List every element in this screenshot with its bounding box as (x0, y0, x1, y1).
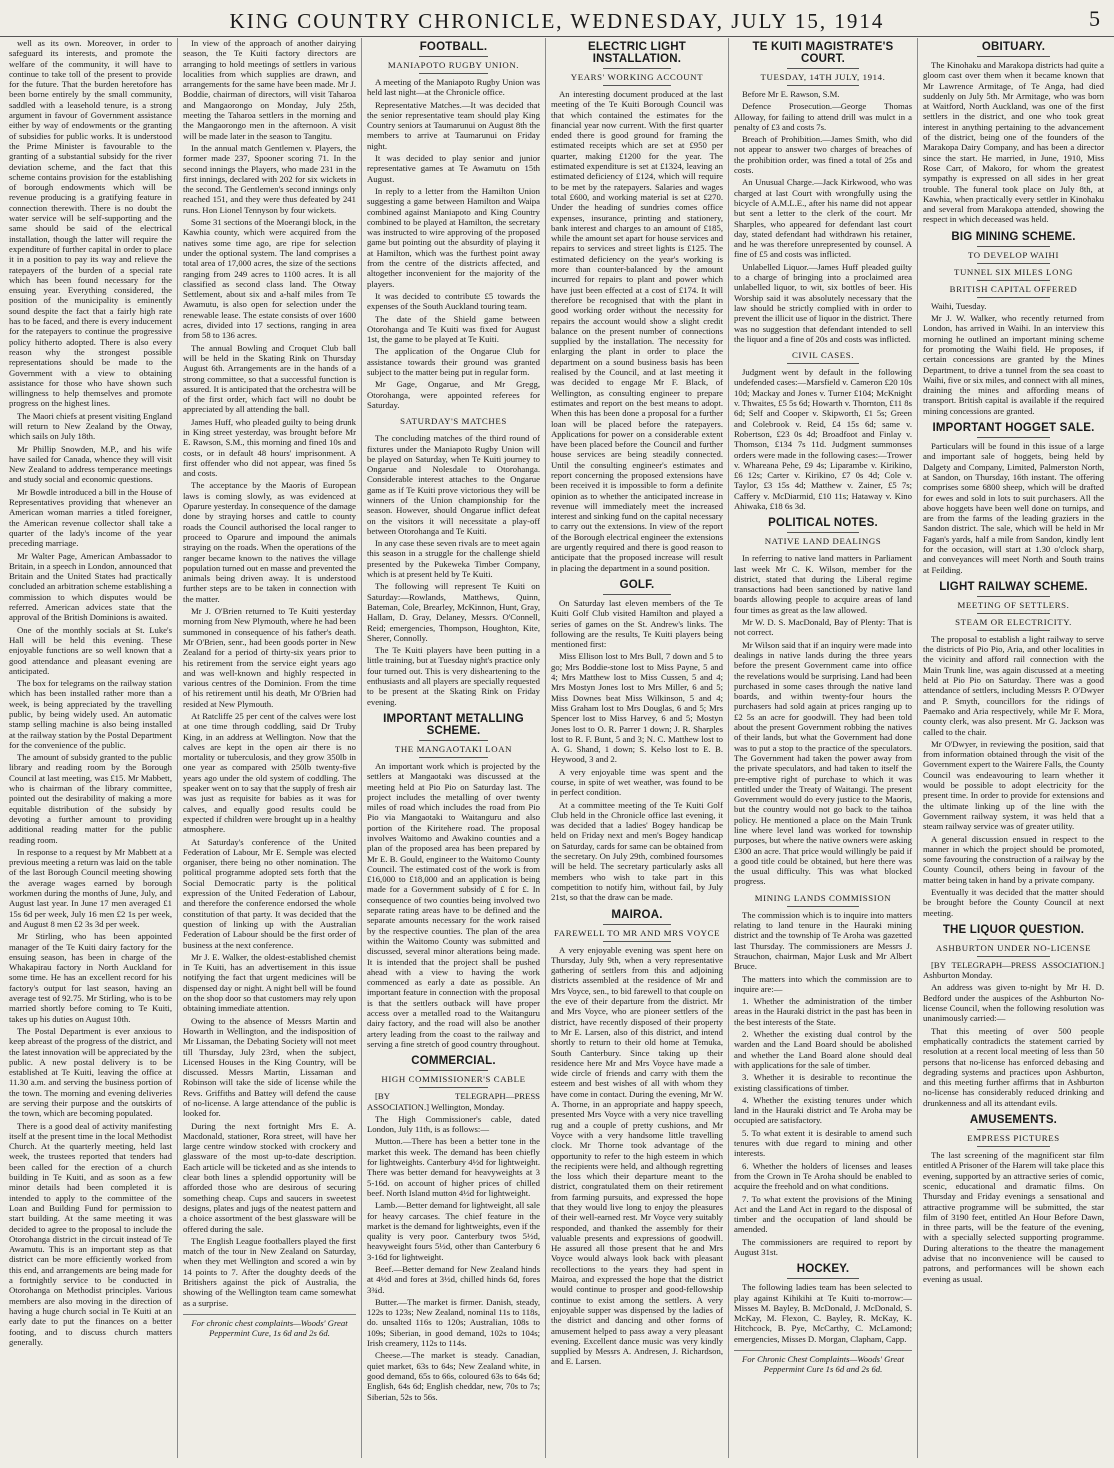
divider (977, 1146, 1049, 1147)
article (923, 41, 1104, 225)
article-paragraph: There is a good deal of activity manifesting itself at the present time in the local Methodist Church. At the quarterly meeting, held last week, the trustees reported that tenders had been called for the erection of a church building in Te Kuiti, and as soon as a few minor details had been completed it is intended to apply to the committee of the Loan and Building Fund for permission to start building. At the same meeting it was decided to agree to the proposal to include the Otorohanga district in the circuit instead of Te Awamutu. This is an important step as that district can be more efficiently worked from this end, and arrangements are being made for a fortnightly service to be conducted in Otorohanga on Methodist principles. Various members are also moving in the direction of having a huge church social in Te Kuiti at an early date to put the finances on a better footing, and to discuss church matters generally. (9, 1120, 172, 1347)
article-paragraph: The English League footballers played the first match of the tour in New Zealand on Saturday, when they met Wellington and scored a win by 14 points to 7. After the doughty deeds of the Britishers against the pick of Australia, the showing of the Wellington team came somewhat as a surprise. (183, 1235, 356, 1308)
article-headline: BIG MINING SCHEME. (951, 230, 1076, 243)
article-paragraph: The High Commissioner's cable, dated London, July 11th, is as follows:— (367, 1113, 540, 1135)
divider (977, 939, 1049, 940)
article-paragraph: The concluding matches of the third round of fixtures under the Maniapoto Rugby Union will be played on Saturday, when Te Kuiti journey to Ongarue and Nolesdale to Otorohanga. Considerable interest attaches to the Ongarue game as if Te Kuiti prove victorious they will be winners of the Union championship for the season. However, should Ongarue inflict defeat on the visitors it will necessitate a play-off between Otorohanga and Te Kuiti. (367, 433, 540, 536)
column-5 (728, 38, 917, 1458)
article-paragraph: Butter.—The market is firmer. Danish, steady, 122s to 123s; New Zealand, nominal 11s to 118s, do. unsalted 116s to 120s; Australian, 108s to 109s; Siberian, in good demand, 102s to 104s; Irish creamery, 112s to 114s. (367, 1296, 540, 1349)
article-paragraph: A general discussion ensued in respect to the manner in which the project should be promoted, some favouring the construction of a railway by the County Council, others being in favour of the matter being taken in hand by a private company. (923, 833, 1104, 885)
article-headline: TE KUITI MAGISTRATE'S COURT. (752, 41, 894, 65)
article-paragraph: The date of the Shield game between Otorohanga and Te Kuiti was fixed for August 1st, the game to be played at Te Kuiti. (367, 313, 540, 345)
article-paragraph: The Postal Department is ever anxious to keep abreast of the progress of the district, and the latest innovation will be appreciated by the public. A new postal delivery is to be established at Te Kuiti, leaving the office at 11.30 a.m. and serving the business portion of the town. The morning and evening deliveries are serving their purpose and the outskirts of the town, which are becoming populated. (9, 1025, 172, 1119)
divider (977, 297, 1049, 298)
article-paragraph: Defence Prosecution.—George Thomas Alloway, for failing to attend drill was mulct in a penalty of £3 and costs 7s. (734, 101, 912, 132)
article-paragraph: In any case these seven rivals are to meet again this season in a struggle for the challenge shield presented by the Pukeweka Timber Company, which is at present held by Te Kuiti. (367, 538, 540, 580)
article-paragraph: In referring to native land matters in Parliament last week Mr C. K. Wilson, member for the district, stated that during the Liberal regime transactions had been sanctioned by native land boards allowing people to acquire areas of land four times as great as the law allowed. (734, 553, 912, 615)
article-paragraph: Mr Gage, Ongarue, and Mr Gregg, Otorohanga, were appointed referees for Saturday. (367, 379, 540, 410)
divider (603, 85, 672, 86)
article-paragraph: Breach of Prohibition.—James Smith, who did not appear to answer two charges of breaches of the prohibition order, was fined a total of 25s and costs. (734, 134, 912, 176)
article-paragraph: The proposal to establish a light railway to serve the districts of Pio Pio, Aria, and other localities in the vicinity and afford rail connection with the Main Trunk line, was again discussed at a meeting held at Pio Pio on Saturday. There was a good attendance of settlers, including Messrs P. O'Dwyer and P. Smyth, councillors for the ridings of Paemako and Aria respectively, while Mr F. Mora, county clerk, was also present. Mr G. Jackson was called to the chair. (923, 633, 1104, 737)
article-paragraph: Judgment went by default in the following undefended cases:—Marsfield v. Cameron £20 10s 10d; Mackay and Jones v. Turner £104; McKnight v. Thwaites, £5 5s 6d; Howarth v. Thornton, £11 8s 6d; Self and Cooper v. Skipworth, £1 5s; Green and Colebrook v. Reid, £4 15s 6d; same v. Robertson, £23 0s 4d; Broadfoot and Finlay v. Thomson, £134 7s 11d. Judgment summonses orders were made in the following cases:—Trower v. Whareana Pehe, £9 4s; Liparambe v. Kirikino, £6 12s; Carter v. Kirikino, £7 0s 4d; Cole v. Taylor, £3 15s 4d; Matthew v. Zainer, £5 7s; Caffery v. McDiarmid, £10 11s; Hataway v. Kino Ahiwaka, £18 6s 3d. (734, 367, 912, 511)
article-paragraph: Owing to the absence of Messrs Martin and Howarth in Wellington, and the indisposition of Mr Lissaman, the Debating Society will not meet till Thursday, July 23rd, when the subject, Licensed Houses in the King Country, will be discussed. Messrs Martin, Lissaman and Robinson will take the side of license while the Revs. Griffiths and Battey will defend the cause of no-license. A large attendance of the public is looked for. (183, 1015, 356, 1119)
article-paragraph: Mr J. W. Walker, who recently returned from London, has arrived in Waihi. In an interview this morning he outlined an important mining scheme for promoting the Waihi field. He proposes, if certain concessions are granted by the Mines Department, to drive a tunnel from the sea coast to Waihi, five or six miles, and connect with all mines, draining the mines and affording means of transport. British capital is available if the required mining concessions are granted. (923, 313, 1104, 416)
divider (419, 1070, 488, 1071)
divider (977, 956, 1049, 957)
article (551, 909, 723, 1367)
masthead (0, 0, 1114, 37)
article-headline: MAIROA. (611, 908, 663, 921)
article-paragraph: Mr Walter Page, American Ambassador to Britain, in a speech in London, announced that Britain and the United States had practically concluded an arbitration scheme establishing a commission to which disputes would be referred. American advices state that the approval of the British Dominions is awaited. (9, 550, 172, 623)
column-2 (177, 38, 361, 1458)
article-subhead: YEARS' WORKING ACCOUNT (570, 72, 704, 82)
divider (603, 68, 672, 69)
article-subhead: MANIAPOTO RUGBY UNION. (387, 60, 520, 70)
article (367, 713, 540, 1049)
article-paragraph: Cheese.—The market is steady. Canadian, quiet market, 63s to 64s; New Zealand white, in good demand, 65s to 66s, coloured 63s to 64s 6d; English, 64s 6d; English cheddar, new, 70s to 7s; Siberian, 52s to 56s. (367, 1350, 540, 1402)
divider (977, 596, 1049, 597)
article (923, 581, 1104, 918)
article-headline: HOCKEY. (796, 1263, 850, 1276)
advertisement: For Chronic Chest Complaints—Woods' Great Peppermint Cure 1s 6d and 2s 6d. (734, 1350, 912, 1375)
article-subhead: BRITISH CAPITAL OFFERED (949, 283, 1078, 294)
article-headline: IMPORTANT METALLING SCHEME. (383, 712, 524, 737)
article-paragraph: Some 31 sections of the Moerangi block, in the Kawhia county, which were acquired from the natives some time ago, are ripe for selection under the optional system. The land comprises a total area of 17,000 acres, the size of the sections ranging from 249 acres to 1100 acres. It is all classified as second class land. The Otway Settlement, about six and a-half miles from Te Awamutu, is also open for selection under the renewable lease. The estate consists of over 1600 acres, divided into 17 sections, ranging in area from 58 to 136 acres. (183, 217, 356, 341)
divider (787, 85, 858, 86)
article (923, 924, 1104, 1108)
article-paragraph: 5. To what extent it is desirable to amend such tenures with due regard to mining and other interests. (734, 1127, 912, 1159)
article-paragraph: Mr J. O'Brien returned to Te Kuiti yesterday morning from New Plymouth, where he had been summoned in consequence of his father's death. Mr O'Brien, senr., had been goods porter in New Zealand for a period of thirty-six years prior to his retirement from the service eight years ago and was well-known and highly respected in various centres of the Dominion. From the time of his retirement until his death, Mr O'Brien had resided at New Plymouth. (183, 606, 356, 709)
divider (977, 263, 1049, 264)
article-paragraph: Beef.—Better demand for New Zealand hinds at 4½d and fores at 3½d, chilled hinds 6d, fores 3¾d. (367, 1263, 540, 1295)
article-paragraph: The amount of subsidy granted to the public library and reading room by the Borough Council at last meeting, was £15. Mr Mabbett, who is chairman of the library committee, pointed out the desirability of making a more equitable distribution of the subsidy by devoting a further amount to providing additional reading matter for the public reading room. (9, 752, 172, 845)
article-paragraph: Mr Phillip Snowden, M.P., and his wife have sailed for Canada, whence they will visit New Zealand to address temperance meetings and study social and economic questions. (9, 443, 172, 485)
article-paragraph: The following ladies team has been selected to play against Kihikihi at Te Kuiti to-morrow:—Misses M. Bayley, B. McDonald, J. McDonald, S. McKay, M. Flexon, C. Bayley, R. McKay, K. Hitchcock, B. Pye, McCarthy, C. McLamond; emergencies, Misses D. Morgan, Clapham, Capp. (734, 1282, 912, 1344)
article-headline: GOLF. (619, 578, 655, 591)
article-paragraph: The annual Bowling and Croquet Club ball will be held in the Skating Rink on Thursday August 6th. Arrangements are in the hands of a strong committee, so that a successful function is assured. It is anticipated that the orchestra will be of the first order, which fact will no doubt be appreciated by all attending the ball. (183, 342, 356, 415)
article-paragraph: 1. Whether the administration of the timber areas in the Hauraki district in the past has been in the best interests of the State. (734, 996, 912, 1027)
article-paragraph: [BY TELEGRAPH—PRESS ASSOCIATION.] Ashburton Monday. (923, 959, 1104, 981)
divider (419, 740, 488, 741)
divider (787, 549, 858, 550)
divider (419, 429, 488, 430)
divider (603, 594, 672, 595)
divider (787, 1278, 858, 1279)
article-paragraph: Unlabelled Liquor.—James Huff pleaded guilty to a charge of bringing into a proclaimed area unlabelled liquor, to wit, six bottles of beer. His Worship said it was absolutely necessary that the law should be strictly complied with in order to prevent the illicit use of liquor in the district. There was no suggestion that defendant intended to sell the liquor and a fine of 20s and costs was inflicted. (734, 261, 912, 344)
divider (787, 68, 858, 69)
article-subhead: SATURDAY'S MATCHES (400, 416, 507, 427)
article-headline: COMMERCIAL. (411, 1055, 496, 1068)
article-subhead: NATIVE LAND DEALINGS (764, 536, 882, 547)
article-paragraph: The box for telegrams on the railway station which has been installed rather more than a week, is being appreciated by the travelling public, by being widely used. An automatic stamp selling machine is also being installed at the railway station by the Postal Department for the convenience of the public. (9, 678, 172, 750)
divider (603, 924, 672, 925)
article-paragraph: Mr Bowdle introduced a bill in the House of Representatives providing that whenever an American woman marries a titled foreigner, the American revenue collector shall take a quarter of the lady's income of the year preceding marriage. (9, 486, 172, 549)
article (551, 41, 723, 573)
article (367, 1055, 540, 1402)
article-subhead: CIVIL CASES. (791, 350, 855, 361)
article-paragraph: Mr J. E. Walker, the oldest-established chemist in Te Kuiti, has an advertisement in this issue notifying the fact that urgent medicines will be dispensed day or night. A night bell will be found on the shop door so that customers may rely upon obtaining immediate attention. (183, 951, 356, 1014)
article-paragraph: Miss Ellison lost to Mrs Bull, 7 down and 5 to go; Mrs Boddie-stone lost to Miss Payne, 5 and 4; Mrs Matthew lost to Miss Cussen, 5 and 4; Mrs Mostyn Jones lost to Mrs Miller, 6 and 5; Miss Downes beat Miss Wilkinson, 5 and 4; Miss Graham lost to Mrs Douglas, 6 and 5; Mrs Spencer lost to Miss Harvey, 6 and 5; Mostyn Jones lost to O. R. Parrer 1 down; J. R. Sharples lost to R. F. Bunt, 5 and 3; N. C. Matthew lost to A. G. Shand, 1 down; S. Kelso lost to E. B. Heywood, 3 and 2. (551, 651, 723, 765)
article-paragraph: The last screening of the magnificent star film entitled A Prisoner of the Harem will take place this evening, supported by an attractive series of comic, scenic, educational and dramatic films. On Thursday and Friday evenings a sensational and attractive programme will be submitted, the star film of 3190 feet, entitled An Hour Before Dawn, in three parts, will be the feature of the evening, with a specially selected supporting programme. During alterations to the theatre the management advise that no inconvenience will be caused to patrons, and performances will be shown each evening as usual. (923, 1150, 1104, 1284)
article-subhead: MEETING OF SETTLERS. (957, 599, 1070, 610)
divider (977, 1129, 1049, 1130)
article-paragraph: 4. Whether the existing tenures under which land in the Hauraki district and Te Aroha may be occupied are satisfactory. (734, 1094, 912, 1126)
article-paragraph: A very enjoyable time was spent and the course, in spite of wet weather, was found to be in perfect condition. (551, 766, 723, 798)
divider (419, 56, 488, 57)
divider (419, 757, 488, 758)
divider (787, 363, 858, 364)
article-paragraph: The commission which is to inquire into matters relating to land tenure in the Hauraki mining district and the township of Te Aroha was gazetted last Thursday. The commissioners are Messrs J. Strauchon, chairman, Major Lusk and Mr Albert Bruce. (734, 909, 912, 972)
article-paragraph: It was decided to contribute £5 towards the expenses of the South Auckland touring team. (367, 290, 540, 312)
divider (787, 532, 858, 533)
article-paragraph: Mr Stirling, who has been appointed manager of the Te Kuiti dairy factory for the ensuing season, has been in charge of the Whakapirau factory in North Auckland for some time. He has an excellent record for his factory's output for last season, having an average test of 92.75. Mr Stirling, who is to be married shortly before coming to Te Kuiti, takes up his duties on August 10th. (9, 931, 172, 1024)
article (551, 579, 723, 903)
article-headline: ELECTRIC LIGHT INSTALLATION. (588, 41, 686, 65)
article-headline: FOOTBALL. (419, 41, 488, 53)
article-paragraph: A meeting of the Maniapoto Rugby Union was held last night—at the Chronicle office. (367, 77, 540, 98)
article-headline: POLITICAL NOTES. (768, 517, 878, 530)
article-subhead: TUNNEL SIX MILES LONG (953, 266, 1074, 277)
article-subhead: THE MANGAOTAKI LOAN (394, 743, 513, 754)
masthead-title: KING COUNTRY CHRONICLE, WEDNESDAY, JULY 15, 1914 (229, 9, 885, 33)
article-paragraph: The matters into which the commission are to inquire are:— (734, 973, 912, 994)
article-paragraph: At Saturday's conference of the United Federation of Labour, Mr E. Semple was elected organiser, there being no other nomination. The political programme adopted sets forth that the Social Democratic party is the political expression of the United Federation of Labour, and therefore the conference endorsed the whole constitution of that party. It was decided that the question of linking up with the Australian Federation of Labour should be the first order of business at the next conference. (183, 836, 356, 950)
article-paragraph: In the annual match Gentlemen v. Players, the former made 237, Spooner scoring 71. In the second innings the Players, who made 231 in the first innings, declared with 202 for six wickets in the second. The Gentlemen's second innings only reached 151, and they were thus defeated by 241 runs. Hon Lionel Tennyson by four wickets. (183, 142, 356, 215)
divider (419, 73, 488, 74)
article-paragraph: That this meeting of over 500 people emphatically contradicts the statement carried by resolution at a recent local meeting of less than 50 persons that no-license has enforced debasing and degrading systems and practices upon Ashburton, and this meeting further affirms that in Ashburton no-license has considerably reduced drinking and drunkenness and all its attendant evils. (923, 1025, 1104, 1108)
article (367, 41, 540, 410)
article (734, 41, 912, 344)
article-paragraph: Mr W. D. S. MacDonald, Bay of Plenty: That is not correct. (734, 617, 912, 638)
article (734, 350, 912, 511)
article-paragraph: An interesting document produced at the last meeting of the Te Kuiti Borough Council was that which contained the estimates for the financial year now current. With the first quarter ended there is good ground for framing the estimated receipts which are set at £950 per quarter, making £1200 for the year. The estimated expenditure is set at £1324, leaving an estimated deficiency of £124, which will require to be met by the ratepayers. Salaries and wages total £600, and working material is set at £270. Under the heading of sundries comes office expenses, insurance, printing and stationery, bank interest and charges to an amount of £185, while the amount set apart for house services and repairs to services and street lights is £125. The estimated deficiency on the year's working is more than counter-balanced by the amount incurred for repairs to plant and power which have just been effected at a cost of £174. It will therefore be recognised that with the plant in good working order without the necessity for repairs the account would show a slight credit balance on the present number of connections supplied by the installation. The necessity for enlarging the plant in order to place the department on a sound business basis has been realised by the Council, and at last meeting it was decided to engage Mr F. Black, of Wellington, as consulting engineer to prepare estimates and report on the best means to adopt. When this has been done a proposal for a further loan will be placed before the ratepayers. Applications for power on a considerable extent have been placed before the Council and further house services are being steadily connected. Until the consulting engineer's estimates and report concerning the proposed extensions have been received it is impossible to form a definite opinion as to whether the anticipated increase in revenue will immediately meet the increased interest and sinking fund on the capital necessary to carry out the extensions. In view of the report of the Borough electrical engineer the extensions are urgently required and there is good reason to anticipate that the proposed increase will result in placing the department in a sound position. (551, 89, 723, 573)
article-subhead: EMPRESS PICTURES (967, 1133, 1060, 1144)
article-subhead: STEAM OR ELECTRICITY. (955, 616, 1072, 627)
article-paragraph: 3. Whether it is desirable to recontinue the existing classifications of timber. (734, 1072, 912, 1093)
article-subhead: HIGH COMMISSIONER'S CABLE (381, 1074, 526, 1085)
article-paragraph: Mr O'Dwyer, in reviewing the position, said that from information obtained through the visit of the Government expert to the Wairere Falls, the County Council was endeavouring to learn whether it would be possible to adopt electricity for the present time. In order to provide for extensions and the ultimate linking up of the line with the Government railway system, it was held that a steam railway service was of greater utility. (923, 738, 1104, 832)
article-paragraph: 2. Whether the existing dual control by the warden and the Land Board should be abolished and whether the Land Board alone should deal with applications for the sale of timber. (734, 1029, 912, 1070)
article-subhead: MINING LANDS COMMISSION (754, 892, 892, 903)
divider (977, 437, 1049, 438)
article-headline: THE LIQUOR QUESTION. (942, 923, 1085, 936)
article (9, 38, 172, 1347)
divider (787, 906, 858, 907)
article-paragraph: [BY TELEGRAPH—PRESS ASSOCIATION.] Wellington, Monday. (367, 1091, 540, 1112)
article-subhead: ASHBURTON UNDER NO-LICENSE (935, 942, 1092, 953)
article-paragraph: At a committee meeting of the Te Kuiti Golf Club held in the Chronicle office last evening, it was decided that a ladies' Bogey handicap be held on Friday next and men's Bogey handicap on Saturday, cards for same can be obtained from the secretary. On July 29th, combined foursomes will be held. The secretary particularly asks all members who wish to take part in this competition to notify him, without fail, by July 21st, so that the draw can be made. (551, 799, 723, 903)
divider (977, 280, 1049, 281)
article-paragraph: A very enjoyable evening was spent here on Thursday, July 9th, when a very representative gathering of settlers from this and adjoining districts assembled at the residence of Mr and Mrs Voyce, sen., to bid farewell to that couple on the eve of their departure from the district. Mr and Mrs Voyce, who are pioneer settlers of the district, have recently disposed of their property to Mr E. Larsen, also of this district, and intend shortly to return to their old home at Temuka, South Canterbury. Since taking up their residence here Mr and Mrs Voyce have made a wide circle of friends and carry with them the esteem and best wishes of all with whom they have come in contact. During the evening, Mr W. A. Thorne, in an appropriate and happy speech, presented Mrs Voyce with a very nice travelling rug and a couple of pretty cushions, and Mr Voyce with a very handsome little travelling clock. Mr Thorne took advantage of the opportunity to refer to the high esteem in which the recipients were held, and although regretting the loss which their departure meant to the district, congratulated them on their retirement from farming pursuits, and expressed the hope that they would live long to enjoy the pleasures of their well-earned rest. Mr Voyce very suitably responded, and thanked the assembly for their valuable presents and expressions of goodwill. He assured all those present that he and Mrs Voyce would always look back with pleasant recollections to the years they had spent in Mairoa, and expressed the hope that the district would continue to prosper and good-fellowship continue to exist among the settlers. A very enjoyable supper was dispensed by the ladies of the district and dancing and other forms of amusement helped to pass away a very pleasant evening. Excellent dance music was very kindly supplied by Messrs A. Andresen, J. Richardson, and E. Larsen. (551, 944, 723, 1367)
column-6 (917, 38, 1109, 1458)
article (923, 1114, 1104, 1284)
divider (977, 613, 1049, 614)
article-paragraph: On Saturday last eleven members of the Te Kuiti Golf Club visited Hamilton and played a series of games on the St. Andrew's links. The following are the results, Te Kuiti players being mentioned first: (551, 597, 723, 650)
article-paragraph: well as its own. Moreover, in order to safeguard its interests, and promote the welfare of the community, it will have to continue to take toll of the present to provide for the future. That the burden heretofore has been borne entirely by the small community, saddled with a leasehold tenure, is a strong argument in favour of Government assistance either by way of endowments or the granting of subsidies for public works. It is understood the Prime Minister is favourable to the granting of a substantial subsidy for the river deviation scheme, and the fact that this scheme contains provision for the establishing of borough endowments which will be revenue producing is a gratifying feature in connection therewith. There is no doubt the water service will be self-supporting and the same should be said of the electrical installation, though the latter will require the expenditure of further capital in order to place it in a position to pay its way and relieve the ratepayers of the burden of a special rate which has been found necessary for the ensuing year. Everything considered, the position of the municipality is eminently sound despite the fact that a fairly high rate has to be faced, and there is every inducement for the ratepayers to continue the progressive policy hitherto adopted. There is also every reason why the strongest possible representations should be made to the Government with a view to obtaining assistance for those who have shown such willingness to help themselves and promote progress on the highest lines. (9, 38, 172, 409)
article-paragraph: An Unusual Charge.—Jack Kirkwood, who was charged at last Court with wrongfully using the bicycle of A.M.L.E., after his name did not appear but sent a letter to the clerk of the court. Mr Sharples, who appeared for defendant last court day, stated defendant had withdrawn his retainer, and he was therefore unrepresented by counsel. A fine of £5 and costs was inflicted. (734, 177, 912, 260)
article (734, 1263, 912, 1344)
article-paragraph: The Te Kuiti players have been putting in a little training, but at Tuesday night's practice only four turned out. This is very disheartening to the enthusiasts and all players are specially requested to be present at the Skating Rink on Friday evening. (367, 645, 540, 707)
column-3 (361, 38, 545, 1458)
article-paragraph: The Maori chiefs at present visiting England will return to New Zealand by the Otway, which sails on July 18th. (9, 410, 172, 442)
article-paragraph: An important work which is projected by the settlers at Mangaotaki was discussed at the meeting held at Pio Pio on Saturday last. The project includes the metalling of over twenty miles of road which includes the road from Pio Pio via Mangaotaki to Waitanguru and also portion of the Kiritehere road. The proposal involves Waitomo and Awakino counties and a plan of the proposed area has been prepared by Mr E. B. Gould, engineer to the Waitomo County Council. The estimated cost of the work is from £16,000 to £18,000 and an application is being made for a Government subsidy of £ for £. In consequence of two counties being involved two separate rating areas have to be defined and the separate amounts necessary for the work raised by the respective counties. The plan of the area within the Waitomo County was submitted and discussed, several minor alterations being made. It is intended that the project shall be pushed ahead with a view to having the work commenced as early a date as possible. An important feature in connection with the proposal is that the settlers outback will have proper access over a metalled road to the Waitanguru dairy factory, and the road will also be another artery leading from the coast to the railway and serving a fine stretch of good country throughout. (367, 760, 540, 1049)
article-subhead: TUESDAY, 14TH JULY, 1914. (760, 72, 886, 82)
article-headline: IMPORTANT HOGGET SALE. (932, 422, 1095, 435)
article-paragraph: The following will represent Te Kuiti on Saturday:—Rowlands, Matthews, Quinn, Bateman, Cole, Brearley, McKinnon, Hunt, Gray, Hallam, D. Gray, Delaney, Messrs. O'Connell, Reid; emergencies, Thompson, Houghton, Kite, Sherer, Connolly. (367, 581, 540, 643)
article-headline: LIGHT RAILWAY SCHEME. (939, 580, 1088, 593)
column-4 (545, 38, 728, 1458)
divider (603, 941, 672, 942)
article-subhead: FAREWELL TO MR AND MRS VOYCE (553, 927, 721, 938)
article-subhead: TO DEVELOP WAIHI (967, 249, 1060, 260)
advertisement: For chronic chest complaints—Woods' Great Peppermint Cure, 1s 6d and 2s 6d. (183, 1314, 356, 1339)
divider (977, 56, 1049, 57)
article (734, 517, 912, 887)
article-paragraph: Representative Matches.—It was decided that the senior representative team should play King Country seniors at Taumarunui on August 8th the members to arrive at Taumarunui on Friday night. (367, 99, 540, 151)
article-paragraph: 6. Whether the holders of licenses and leases from the Crown in Te Aroha should be enabled to acquire the freehold and on what conditions. (734, 1160, 912, 1192)
article-paragraph: Particulars will be found in this issue of a large and important sale of hoggets, being held by Dalgety and Company, Limited, Palmerston North, at Sandon, on Thursday, 16th instant. The offering comprises some 6800 sheep, which will be drafted for ewes and sold in lots to suit purchasers. All the above hoggets have been well done on turnips, and are from the farms of the leading graziers in the Sandon district. The sale, which will be held in Mr Fagan's yards, half a mile from Sandon, kindly lent for the occasion, will start at 1.30 o'clock sharp, and conveyances will meet North and South trains at Feilding. (923, 441, 1104, 575)
article-headline: OBITUARY. (981, 41, 1046, 53)
article-paragraph: In reply to a letter from the Hamilton Union suggesting a game between Hamilton and Waipa combined against Maniapoto and King Country combined to be played at Hamilton, the secretary was instructed to wire approving of the proposed game but pointing out the absurdity of playing it at Hamilton, which was the furthest point away from the centre of the districts affected, and altogether inconvenient for the majority of the players. (367, 185, 540, 289)
article (923, 422, 1104, 575)
divider (977, 246, 1049, 247)
article-paragraph: Lamb.—Better demand for lightweight, all sale for heavy carcases. The chief feature in the market is the demand for lightweights, even if the quality is very poor. Canterbury twos 5½d, heavyweight fours 5½d, other than Canterbury 6 3-16d for lightweight. (367, 1200, 540, 1262)
article-paragraph: The commissioners are required to report by August 31st. (734, 1236, 912, 1257)
article-paragraph: It was decided to play senior and junior representative games at Te Awamutu on 15th August. (367, 153, 540, 184)
article-paragraph: The Kinohaku and Marakopa districts had quite a gloom cast over them when it became known that Mr Lawrence Armitage, of Te Anga, had died suddenly on July 5th. Mr Armitage, who was born at Waitford, North Auckland, was one of the first settlers in the district, and one who took great interest in anything pertaining to the advancement of the district, being one of the founders of the Marakopa Dairy Company, and has been a director since the start. He married, in June, 1910, Miss Rose Carr, of Makoro, for whom the greatest sympathy is expressed on all sides in her great trouble. The funeral took place on July 8th, at Kawhia, when practically every settler in Kinohaku and several from Marakopa attended, showing the respect in which deceased was held. (923, 60, 1104, 225)
article-paragraph: Before Mr E. Rawson, S.M. (742, 89, 840, 99)
article (734, 893, 912, 1258)
divider (419, 1087, 488, 1088)
article-paragraph: Mutton.—There has been a better tone in the market this week. The demand has been chiefly for lightweights. Canterbury 4½d for lightweight. There was better demand for heavyweights at 3 5-16d. on account of higher prices of chilled beef. North Island mutton 4½d for lightweight. (367, 1136, 540, 1198)
article (367, 416, 540, 707)
article-paragraph: During the next fortnight Mrs E. A. Macdonald, stationer, Rora street, will have her large centre window stocked with crockery and glassware of the most up-to-date description. Each article will be ticketed and as she intends to clear both lines a splendid opportunity will be afforded those who are desirous of securing something cheap. Cups and saucers in sweetest designs, plates and jugs of the neatest pattern and a choice assortment of the best glassware will be offered during the sale. (183, 1120, 356, 1234)
article-paragraph: An address was given to-night by Mr H. D. Bedford under the auspices of the Ashburton No-license Council, when the following resolution was unanimously carried:— (923, 982, 1104, 1024)
article-headline: AMUSEMENTS. (969, 1114, 1058, 1127)
article-paragraph: One of the monthly socials at St. Luke's Hall will be held this evening. These enjoyable functions are so well known that a good attendance and pleasant evening are anticipated. (9, 624, 172, 676)
article-paragraph: The application of the Ongarue Club for assistance towards their ground was granted subject to the matter being put in regular form. (367, 346, 540, 378)
article (183, 38, 356, 1308)
article-paragraph: In view of the approach of another dairying season, the Te Kuiti factory directors are arranging to hold meetings of settlers in various localities from which supplies are drawn, and arrangements for the same have been made. Mr J. Boddie, chairman of directors, will visit Taharoa and Mangaorongo on Monday, July 25th, meeting the Taharoa settlers in the morning and the Mangaorongo men in the afternoon. A visit will be made later in the season to Tangitu. (183, 38, 356, 141)
article (923, 231, 1104, 416)
article-paragraph: At Ratcliffe 25 per cent of the calves were lost at one time through coddling, said Dr Truby King, in an address at Wellington. Now that the calves are kept in the open air there is no mortality or tuberculosis, and they grow 350lb in one year as compared with 250lb twenty-five years ago under the old system of coddling. The speaker went on to say that the supply of fresh air was just as requisite for babies as it was for calves, and equally good results could be expected if children were brought up in a healthy atmosphere. (183, 711, 356, 835)
article-paragraph: James Huff, who pleaded guilty to being drunk in King street yesterday, was brought before Mr E. Rawson, S.M., this morning and fined 10s and costs, or in default 48 hours' imprisonment. A first offender who did not appear, was fined 5s and costs. (183, 416, 356, 479)
article-paragraph: Waihi, Tuesday. (931, 300, 987, 311)
article-paragraph: Eventually it was decided that the matter should be brought before the County Council at next meeting. (923, 887, 1104, 918)
divider (977, 630, 1049, 631)
article-paragraph: 7. To what extent the provisions of the Mining Act and the Land Act in regard to the disposal of timber and the occupation of land should be amended. (734, 1193, 912, 1235)
page-number: 5 (1089, 6, 1100, 31)
article-paragraph: Mr Wilson said that if an inquiry were made into dealings in native lands during the three years before the present Government came into office the revelations would be surprising. Land had been purchased in some cases through the native land boards, and within twenty-four hours the purchasers had sold again at prices ranging up to £2 5s an acre for goodwill. They had been told about the present Government robbing the natives of their lands, but what the Government had done was to put a stop to the practice of the speculators. The Government had taken the power away from the private speculators, and had taken to itself the pre-emptive right of purchase to which it was entitled under the Treaty of Waitangi. The present Government would do every justice to the Maoris, but the country would not go back to the taihoa policy. He mentioned a place on the Main Trunk line where level land was worked for township purposes, but where the native owners were asking £300 an acre. That price would willingly be paid if a good title could be obtained, but here there was the usual difficulty. This was what blocked progress. (734, 639, 912, 887)
article-paragraph: The acceptance by the Maoris of European laws is coming slowly, as was evidenced at Oparure yesterday. In consequence of the damage done by straying horses and cattle to county roads the Council authorised the local ranger to proceed to Oparure and impound the animals straying on the roads. When the operations of the ranger became known to the natives the village population turned out en masse and prevented the animals being driven away. It is understood further steps are to be taken in connection with the matter. (183, 480, 356, 604)
column-1 (4, 38, 177, 1458)
article-paragraph: In response to a request by Mr Mabbett at a previous meeting a return was laid on the table of the last Borough Council meeting showing the average wages earned by borough workmen during the months of June, July, and August last year. In June 17 men averaged £1 15s 6d per week, July 16 men £2 1s per week, and August 8 men £2 3s 3d per week. (9, 846, 172, 929)
